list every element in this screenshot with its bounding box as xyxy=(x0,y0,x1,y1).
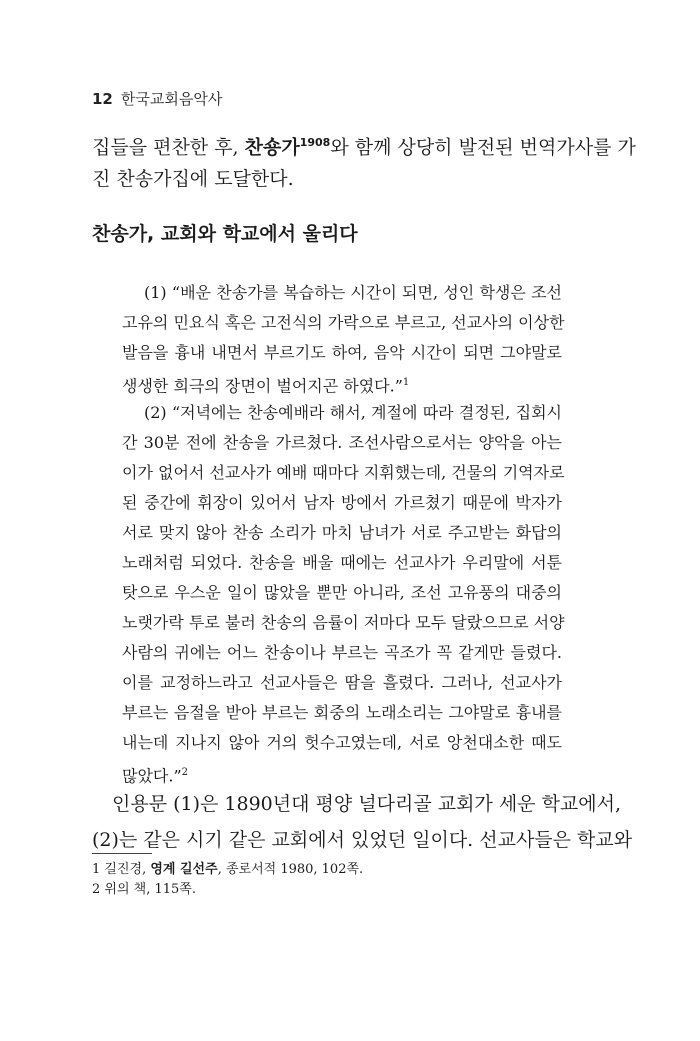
text-line: 집들을 편찬한 후, 찬숑가$^{1908}$와 함께 상당히 발전된 번역가사를 가 xyxy=(92,136,636,159)
quote-line: 노랫가락 투로 불러 찬송의 음률이 저마다 모두 달랐으므로 서양 xyxy=(122,613,565,632)
quote-line: 생생한 희극의 장면이 벌어지곤 하였다.”$^1$ xyxy=(122,376,410,396)
quote-line: (1) “배운 찬송가를 복습하는 시간이 되면, 성인 학생은 조선 xyxy=(144,283,562,302)
quote-line: 많았다.”$^2$ xyxy=(122,766,189,786)
quote-line: 발음을 흉내 내면서 부르기도 하여, 음악 시간이 되면 그야말로 xyxy=(122,343,562,362)
footnote-divider xyxy=(92,853,152,854)
text-line: 진 찬송가집에 도달한다. xyxy=(92,168,294,190)
quote-line: 서로 맞지 않아 찬송 소리가 마치 남녀가 서로 주고받는 화답의 xyxy=(122,523,562,542)
quote-line: 부르는 음절을 받아 부르는 회중의 노래소리는 그야말로 흉내를 xyxy=(122,703,562,722)
footnote-reference[interactable]: 2 xyxy=(181,767,189,778)
page-number: 12 xyxy=(92,90,113,108)
running-header xyxy=(92,88,222,109)
footnote-number: 1 xyxy=(92,862,105,877)
hymnal-title: 찬숑가 xyxy=(244,136,300,159)
running-title: 한국교회음악사 xyxy=(120,90,223,108)
footnotes xyxy=(92,860,363,900)
block-quote-2 xyxy=(122,398,565,788)
quote-line: 노래처럼 되었다. 찬송을 배울 때에는 선교사가 우리말에 서툰 xyxy=(122,553,562,572)
closing-paragraph xyxy=(92,786,633,858)
section-heading: 찬송가, 교회와 학교에서 울리다 xyxy=(92,223,358,245)
footnote-number: 2 xyxy=(92,882,105,897)
footnote-text: 위의 책, 115쪽. xyxy=(104,882,196,897)
quote-line: 이를 교정하느라고 선교사들은 땀을 흘렸다. 그러나, 선교사가 xyxy=(122,673,562,692)
quote-line: 간 30분 전에 찬송을 가르쳤다. 조선사람으로서는 양악을 아는 xyxy=(122,433,562,452)
quote-line: 사람의 귀에는 어느 찬송이나 부르는 곡조가 꼭 같게만 들렸다. xyxy=(122,643,562,662)
block-quote-1 xyxy=(122,278,565,398)
quote-line: 내는데 지나지 않아 거의 헛수고였는데, 서로 앙천대소한 때도 xyxy=(122,733,562,752)
quote-line: 된 중간에 휘장이 있어서 남자 방에서 가르쳤기 때문에 박자가 xyxy=(122,493,562,512)
intro-paragraph xyxy=(92,125,636,197)
quote-line: 이가 없어서 선교사가 예배 때마다 지휘했는데, 건물의 기역자로 xyxy=(122,463,565,482)
text-line: (2)는 같은 시기 같은 교회에서 있었던 일이다. 선교사들은 학교와 xyxy=(92,829,633,851)
footnote xyxy=(92,880,363,900)
quote-line: 탓으로 우스운 일이 많았을 뿐만 아니라, 조선 고유풍의 대중의 xyxy=(122,583,562,602)
footnote xyxy=(92,860,363,880)
footnote-book-title: 영계 길선주 xyxy=(150,862,218,877)
text-line: 인용문 (1)은 1890년대 평양 널다리골 교회가 세운 학교에서, xyxy=(112,793,622,815)
quote-line: (2) “저녁에는 찬송예배라 해서, 계절에 따라 결정된, 집회시 xyxy=(144,403,562,422)
hymnal-year: 1908 xyxy=(299,136,331,149)
footnote-text: 길진경, xyxy=(104,862,151,877)
footnote-reference[interactable]: 1 xyxy=(402,377,410,388)
footnote-text: , 종로서적 1980, 102쪽. xyxy=(217,862,364,877)
quote-line: 고유의 민요식 혹은 고전식의 가락으로 부르고, 선교사의 이상한 xyxy=(122,313,565,332)
